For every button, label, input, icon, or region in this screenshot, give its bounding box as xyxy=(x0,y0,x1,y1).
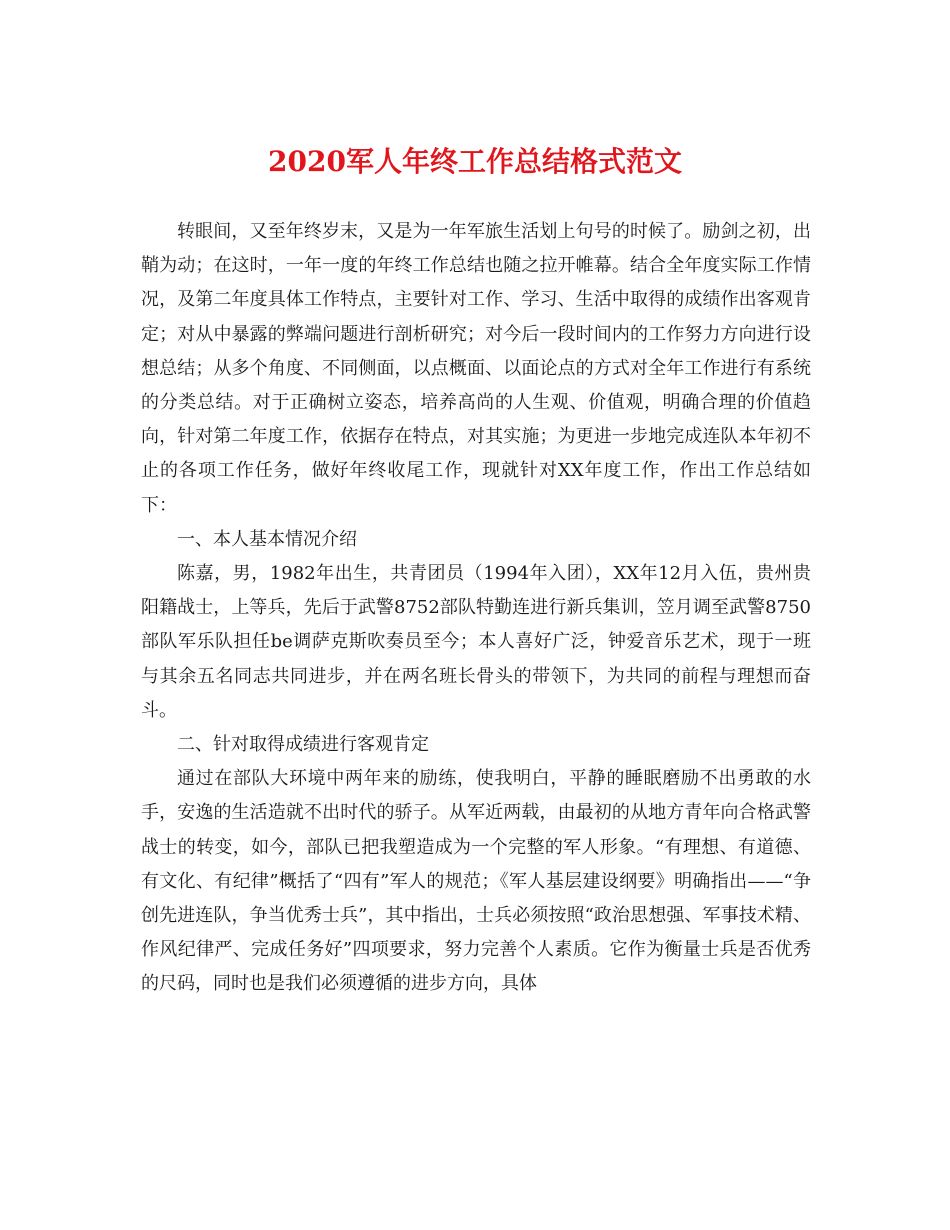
document-body xyxy=(141,215,811,1002)
paragraph-achievements: 通过在部队大环境中两年来的励练，使我明白，平静的睡眠磨励不出勇敢的水手，安逸的生活造就不出时代的骄子。从军近两载，由最初的从地方青年向合格武警战士的转变，如今，部队已把我塑造成为一个完整的军人形象。“有理想、有道德、有文化、有纪律”概括了“四有”军人的规范；《军人基层建设纲要》明确指出——“争创先进连队，争当优秀士兵”，其中指出，士兵必须按照“政治思想强、军事技术精、作风纪律严、完成任务好”四项要求，努力完善个人素质。它作为衡量士兵是否优秀的尺码，同时也是我们必须遵循的进步方向，具体 xyxy=(141,768,811,995)
document-title: 2020军人年终工作总结格式范文 xyxy=(268,145,682,178)
section-heading-2: 二、针对取得成绩进行客观肯定 xyxy=(177,734,429,756)
paragraph-intro: 转眼间，又至年终岁末，又是为一年军旅生活划上句号的时候了。励剑之初，出鞘为动；在这时，一年一度的年终工作总结也随之拉开帷幕。结合全年度实际工作情况，及第二年度具体工作特点，主要针对工作、学习、生活中取得的成绩作出客观肯定；对从中暴露的弊端问题进行剖析研究；对今后一段时间内的工作努力方向进行设想总结；从多个角度、不同侧面，以点概面、以面论点的方式对全年工作进行有系统的分类总结。对于正确树立姿态，培养高尚的人生观、价值观，明确合理的价值趋向，针对第二年度工作，依据存在特点，对其实施；为更进一步地完成连队本年初不止的各项工作任务，做好年终收尾工作，现就针对XX年度工作，作出工作总结如下： xyxy=(141,221,811,516)
paragraph-basic-info: 陈嘉，男，1982年出生，共青团员（1994年入团），XX年12月入伍，贵州贵阳籍战士，上等兵，先后于武警8752部队特勤连进行新兵集训，笠月调至武警8750部队军乐队担任be调萨克斯吹奏员至今；本人喜好广泛，钟爱音乐艺术，现于一班与其余五名同志共同进步，并在两名班长骨头的带领下，为共同的前程与理想而奋斗。 xyxy=(141,563,811,721)
section-heading-1: 一、本人基本情况介绍 xyxy=(177,528,357,550)
